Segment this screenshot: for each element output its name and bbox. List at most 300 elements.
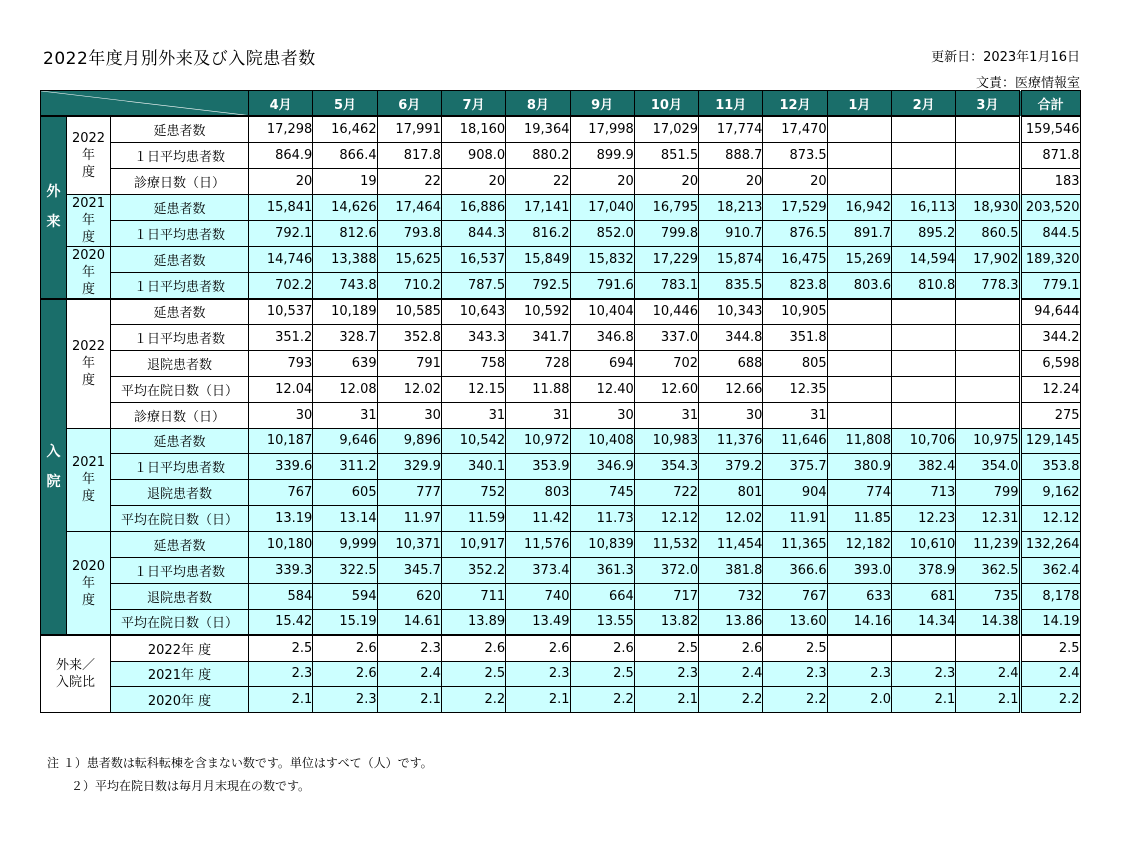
data-cell: 354.0 — [956, 454, 1020, 480]
data-cell: 17,040 — [570, 194, 634, 220]
data-cell: 12.15 — [441, 376, 505, 402]
data-cell — [956, 402, 1020, 428]
data-cell: 2.1 — [506, 687, 570, 713]
header-corner — [41, 91, 249, 117]
data-cell: 14.16 — [827, 609, 891, 635]
fiscal-year-part: 年 — [81, 575, 95, 591]
data-cell: 379.2 — [699, 454, 763, 480]
data-cell: 12.04 — [249, 376, 313, 402]
data-cell: 351.8 — [763, 324, 827, 350]
data-cell: 10,917 — [441, 532, 505, 558]
table-row — [41, 246, 1081, 272]
fiscal-year-part: 度 — [81, 164, 95, 180]
data-cell: 10,983 — [634, 428, 698, 454]
row-label: 退院患者数 — [111, 350, 249, 376]
data-cell — [956, 324, 1020, 350]
fiscal-year-part: 度 — [81, 229, 95, 245]
data-cell: 2.5 — [763, 635, 827, 661]
fiscal-year-label — [67, 246, 111, 299]
data-cell: 15,269 — [827, 246, 891, 272]
data-cell: 15,625 — [377, 246, 441, 272]
data-cell: 328.7 — [313, 324, 377, 350]
data-cell: 10,542 — [441, 428, 505, 454]
row-label: 延患者数 — [111, 428, 249, 454]
fiscal-year-label — [67, 116, 111, 194]
data-cell: 2.2 — [570, 687, 634, 713]
updated-date: 更新日：2023年1月16日 — [931, 50, 1080, 65]
data-cell: 20 — [441, 168, 505, 194]
data-cell: 2.3 — [313, 687, 377, 713]
data-cell: 793 — [249, 350, 313, 376]
data-cell: 777 — [377, 480, 441, 506]
data-cell: 10,446 — [634, 299, 698, 325]
data-cell: 2.3 — [891, 661, 955, 687]
data-cell: 10,975 — [956, 428, 1020, 454]
data-cell: 19 — [313, 168, 377, 194]
month-header: 12月 — [763, 91, 827, 117]
total-cell: 844.5 — [1020, 220, 1080, 246]
data-cell: 13.19 — [249, 506, 313, 532]
total-cell: 9,162 — [1020, 480, 1080, 506]
data-cell: 22 — [506, 168, 570, 194]
data-cell: 30 — [249, 402, 313, 428]
data-cell: 12.35 — [763, 376, 827, 402]
data-cell: 362.5 — [956, 557, 1020, 583]
data-cell: 711 — [441, 583, 505, 609]
data-cell: 15.42 — [249, 609, 313, 635]
data-cell: 337.0 — [634, 324, 698, 350]
table-row — [41, 220, 1081, 246]
total-cell: 12.24 — [1020, 376, 1080, 402]
total-cell: 344.2 — [1020, 324, 1080, 350]
fiscal-year-part: 2020 — [71, 558, 106, 574]
data-cell: 774 — [827, 480, 891, 506]
footnote: ２）平均在院日数は毎月月末現在の数です。 — [47, 779, 311, 793]
table-row — [41, 350, 1081, 376]
data-cell: 14.38 — [956, 609, 1020, 635]
row-label: 平均在院日数（日） — [111, 376, 249, 402]
total-cell: 353.8 — [1020, 454, 1080, 480]
total-cell: 8,178 — [1020, 583, 1080, 609]
data-cell: 2.6 — [313, 635, 377, 661]
group-char: 外 — [46, 184, 61, 201]
data-cell: 11.97 — [377, 506, 441, 532]
data-cell: 584 — [249, 583, 313, 609]
data-cell: 31 — [313, 402, 377, 428]
data-cell: 16,942 — [827, 194, 891, 220]
group-char: 院 — [46, 473, 61, 490]
data-cell: 2.4 — [699, 661, 763, 687]
data-cell: 17,141 — [506, 194, 570, 220]
data-cell: 876.5 — [763, 220, 827, 246]
data-cell: 803.6 — [827, 272, 891, 298]
page-title: 2022年度月別外来及び入院患者数 — [43, 49, 316, 69]
table-row — [41, 376, 1081, 402]
inpatient-group-label — [41, 299, 67, 636]
data-cell — [827, 168, 891, 194]
data-cell: 14.61 — [377, 609, 441, 635]
data-cell: 10,343 — [699, 299, 763, 325]
total-cell: 129,145 — [1020, 428, 1080, 454]
data-cell: 15.19 — [313, 609, 377, 635]
data-cell: 17,529 — [763, 194, 827, 220]
data-cell: 816.2 — [506, 220, 570, 246]
total-cell: 779.1 — [1020, 272, 1080, 298]
data-cell: 19,364 — [506, 116, 570, 142]
data-cell: 329.9 — [377, 454, 441, 480]
data-cell: 688 — [699, 350, 763, 376]
fiscal-year-part: 年 — [81, 147, 95, 163]
data-cell: 633 — [827, 583, 891, 609]
data-cell: 10,187 — [249, 428, 313, 454]
data-cell: 13.86 — [699, 609, 763, 635]
data-cell — [827, 376, 891, 402]
total-cell: 203,520 — [1020, 194, 1080, 220]
data-cell: 12.02 — [377, 376, 441, 402]
fiscal-year-label — [67, 532, 111, 636]
data-cell: 864.9 — [249, 142, 313, 168]
row-label: 退院患者数 — [111, 583, 249, 609]
month-header: 2月 — [891, 91, 955, 117]
data-cell: 31 — [506, 402, 570, 428]
data-cell: 743.8 — [313, 272, 377, 298]
data-cell: 13.14 — [313, 506, 377, 532]
row-label: 診療日数（日） — [111, 168, 249, 194]
data-cell: 366.6 — [763, 557, 827, 583]
total-cell: 362.4 — [1020, 557, 1080, 583]
data-cell: 812.6 — [313, 220, 377, 246]
data-cell: 15,874 — [699, 246, 763, 272]
data-cell — [827, 350, 891, 376]
footnote: 注 １）患者数は転科転棟を含まない数です。単位はすべて（人）です。 — [47, 756, 433, 770]
row-label: 診療日数（日） — [111, 402, 249, 428]
data-cell: 2.1 — [377, 687, 441, 713]
data-cell: 11,532 — [634, 532, 698, 558]
data-cell: 2.2 — [441, 687, 505, 713]
data-cell: 30 — [570, 402, 634, 428]
data-cell: 31 — [441, 402, 505, 428]
data-cell: 13.60 — [763, 609, 827, 635]
fiscal-year-part: 度 — [81, 592, 95, 608]
data-cell: 866.4 — [313, 142, 377, 168]
data-cell: 16,475 — [763, 246, 827, 272]
data-cell: 793.8 — [377, 220, 441, 246]
row-label: 2022年 度 — [111, 635, 249, 661]
data-cell: 11,365 — [763, 532, 827, 558]
data-cell: 16,537 — [441, 246, 505, 272]
data-cell: 10,592 — [506, 299, 570, 325]
data-cell: 2.6 — [570, 635, 634, 661]
fiscal-year-part: 度 — [81, 281, 95, 297]
data-cell: 778.3 — [956, 272, 1020, 298]
data-cell: 2.3 — [763, 661, 827, 687]
data-cell: 381.8 — [699, 557, 763, 583]
data-cell: 11,454 — [699, 532, 763, 558]
data-cell: 10,972 — [506, 428, 570, 454]
data-cell: 2.3 — [634, 661, 698, 687]
month-header: 7月 — [441, 91, 505, 117]
row-label: 2021年 度 — [111, 661, 249, 687]
data-cell: 11.59 — [441, 506, 505, 532]
data-cell: 681 — [891, 583, 955, 609]
fiscal-year-part: 度 — [81, 489, 95, 505]
data-cell: 12.02 — [699, 506, 763, 532]
data-cell: 11,239 — [956, 532, 1020, 558]
data-cell: 17,470 — [763, 116, 827, 142]
data-cell: 11.42 — [506, 506, 570, 532]
data-cell: 2.6 — [699, 635, 763, 661]
data-cell: 31 — [763, 402, 827, 428]
data-cell: 880.2 — [506, 142, 570, 168]
data-cell: 888.7 — [699, 142, 763, 168]
header-row — [41, 91, 1081, 117]
data-cell: 713 — [891, 480, 955, 506]
data-cell: 16,886 — [441, 194, 505, 220]
table-row — [41, 324, 1081, 350]
data-cell: 9,646 — [313, 428, 377, 454]
data-cell: 2.1 — [891, 687, 955, 713]
data-cell: 18,930 — [956, 194, 1020, 220]
row-label: １日平均患者数 — [111, 557, 249, 583]
total-cell: 183 — [1020, 168, 1080, 194]
fiscal-year-part: 2022 — [71, 339, 106, 355]
total-cell: 275 — [1020, 402, 1080, 428]
data-cell — [827, 324, 891, 350]
data-cell — [891, 350, 955, 376]
data-cell: 810.8 — [891, 272, 955, 298]
month-header: 9月 — [570, 91, 634, 117]
data-cell: 10,404 — [570, 299, 634, 325]
data-cell: 752 — [441, 480, 505, 506]
data-cell: 10,643 — [441, 299, 505, 325]
data-cell: 12.60 — [634, 376, 698, 402]
data-cell: 2.4 — [956, 661, 1020, 687]
data-cell: 373.4 — [506, 557, 570, 583]
data-cell — [891, 299, 955, 325]
data-cell: 18,213 — [699, 194, 763, 220]
data-cell — [827, 635, 891, 661]
group-char: 入 — [46, 443, 61, 460]
data-cell: 799 — [956, 480, 1020, 506]
data-cell: 12.23 — [891, 506, 955, 532]
data-cell: 2.5 — [634, 635, 698, 661]
data-cell: 341.7 — [506, 324, 570, 350]
data-cell: 2.1 — [249, 687, 313, 713]
data-cell: 339.3 — [249, 557, 313, 583]
data-cell: 844.3 — [441, 220, 505, 246]
data-cell: 2.6 — [506, 635, 570, 661]
patient-table — [40, 90, 1081, 713]
data-cell — [827, 299, 891, 325]
data-cell: 20 — [634, 168, 698, 194]
data-cell: 639 — [313, 350, 377, 376]
data-cell: 851.5 — [634, 142, 698, 168]
fiscal-year-part: 2022 — [71, 130, 106, 146]
data-cell: 10,180 — [249, 532, 313, 558]
data-cell: 13,388 — [313, 246, 377, 272]
data-cell — [827, 402, 891, 428]
data-cell: 717 — [634, 583, 698, 609]
data-cell: 380.9 — [827, 454, 891, 480]
row-label: １日平均患者数 — [111, 324, 249, 350]
month-header: 4月 — [249, 91, 313, 117]
table-row — [41, 609, 1081, 635]
data-cell: 10,610 — [891, 532, 955, 558]
data-cell: 11,376 — [699, 428, 763, 454]
row-label: 延患者数 — [111, 116, 249, 142]
data-cell: 20 — [763, 168, 827, 194]
fiscal-year-part: 2020 — [71, 247, 106, 263]
table-row — [41, 532, 1081, 558]
data-cell: 351.2 — [249, 324, 313, 350]
data-cell: 787.5 — [441, 272, 505, 298]
table-row — [41, 506, 1081, 532]
data-cell: 2.5 — [249, 635, 313, 661]
total-header: 合計 — [1020, 91, 1080, 117]
month-header: 1月 — [827, 91, 891, 117]
data-cell: 2.3 — [377, 635, 441, 661]
data-cell: 361.3 — [570, 557, 634, 583]
row-label: 延患者数 — [111, 246, 249, 272]
data-cell — [956, 168, 1020, 194]
month-header: 3月 — [956, 91, 1020, 117]
data-cell — [956, 350, 1020, 376]
ratio-group-label — [41, 635, 111, 713]
data-cell: 10,585 — [377, 299, 441, 325]
total-cell: 94,644 — [1020, 299, 1080, 325]
total-cell: 2.2 — [1020, 687, 1080, 713]
data-cell: 17,229 — [634, 246, 698, 272]
data-cell: 799.8 — [634, 220, 698, 246]
data-cell: 346.9 — [570, 454, 634, 480]
data-cell: 382.4 — [891, 454, 955, 480]
data-cell: 10,408 — [570, 428, 634, 454]
data-cell: 2.6 — [313, 661, 377, 687]
data-cell: 2.2 — [699, 687, 763, 713]
data-cell — [891, 324, 955, 350]
data-cell: 375.7 — [763, 454, 827, 480]
data-cell: 2.5 — [570, 661, 634, 687]
total-cell: 132,264 — [1020, 532, 1080, 558]
data-cell: 20 — [699, 168, 763, 194]
data-cell: 352.2 — [441, 557, 505, 583]
table-row — [41, 428, 1081, 454]
data-cell: 20 — [249, 168, 313, 194]
data-cell: 2.3 — [506, 661, 570, 687]
ratio-label-line: 外来／ — [55, 658, 95, 674]
data-cell: 873.5 — [763, 142, 827, 168]
table-row — [41, 480, 1081, 506]
data-cell: 352.8 — [377, 324, 441, 350]
data-cell: 11.85 — [827, 506, 891, 532]
total-cell: 159,546 — [1020, 116, 1080, 142]
row-label: 2020年 度 — [111, 687, 249, 713]
table-row — [41, 272, 1081, 298]
data-cell: 353.9 — [506, 454, 570, 480]
data-cell: 792.5 — [506, 272, 570, 298]
data-cell: 12.08 — [313, 376, 377, 402]
data-cell: 378.9 — [891, 557, 955, 583]
data-cell: 891.7 — [827, 220, 891, 246]
data-cell — [827, 116, 891, 142]
data-cell — [891, 168, 955, 194]
total-cell: 12.12 — [1020, 506, 1080, 532]
data-cell: 895.2 — [891, 220, 955, 246]
data-cell: 20 — [570, 168, 634, 194]
data-cell: 12,182 — [827, 532, 891, 558]
data-cell: 346.8 — [570, 324, 634, 350]
data-cell: 910.7 — [699, 220, 763, 246]
data-cell: 22 — [377, 168, 441, 194]
data-cell: 14,626 — [313, 194, 377, 220]
data-cell: 31 — [634, 402, 698, 428]
data-cell: 791 — [377, 350, 441, 376]
data-cell: 354.3 — [634, 454, 698, 480]
data-cell: 2.6 — [441, 635, 505, 661]
data-cell — [891, 142, 955, 168]
data-cell: 13.82 — [634, 609, 698, 635]
data-cell: 664 — [570, 583, 634, 609]
data-cell: 11,646 — [763, 428, 827, 454]
data-cell — [956, 116, 1020, 142]
data-cell: 393.0 — [827, 557, 891, 583]
data-cell: 899.9 — [570, 142, 634, 168]
data-cell: 728 — [506, 350, 570, 376]
row-label: 退院患者数 — [111, 480, 249, 506]
data-cell: 13.55 — [570, 609, 634, 635]
data-cell — [891, 402, 955, 428]
fiscal-year-part: 年 — [81, 264, 95, 280]
data-cell: 11,576 — [506, 532, 570, 558]
data-cell: 904 — [763, 480, 827, 506]
data-cell: 2.0 — [827, 687, 891, 713]
table-row — [41, 168, 1081, 194]
data-cell: 767 — [249, 480, 313, 506]
row-label: 平均在院日数（日） — [111, 506, 249, 532]
month-header: 10月 — [634, 91, 698, 117]
data-cell: 13.89 — [441, 609, 505, 635]
data-cell — [956, 142, 1020, 168]
data-cell — [956, 635, 1020, 661]
ratio-label-line: 入院比 — [55, 675, 95, 691]
total-cell: 2.4 — [1020, 661, 1080, 687]
data-cell: 15,832 — [570, 246, 634, 272]
data-cell: 11.73 — [570, 506, 634, 532]
data-cell: 17,298 — [249, 116, 313, 142]
data-cell — [891, 116, 955, 142]
data-cell: 801 — [699, 480, 763, 506]
data-cell: 791.6 — [570, 272, 634, 298]
row-label: 延患者数 — [111, 194, 249, 220]
row-label: 延患者数 — [111, 532, 249, 558]
data-cell: 732 — [699, 583, 763, 609]
data-cell: 372.0 — [634, 557, 698, 583]
fiscal-year-label — [67, 194, 111, 246]
data-cell: 16,462 — [313, 116, 377, 142]
data-cell: 722 — [634, 480, 698, 506]
data-cell: 594 — [313, 583, 377, 609]
fiscal-year-part: 2021 — [71, 455, 106, 471]
data-cell: 9,896 — [377, 428, 441, 454]
data-cell: 14.34 — [891, 609, 955, 635]
outpatient-group-label — [41, 116, 67, 298]
data-cell: 908.0 — [441, 142, 505, 168]
data-cell: 17,998 — [570, 116, 634, 142]
data-cell: 15,841 — [249, 194, 313, 220]
data-cell: 860.5 — [956, 220, 1020, 246]
data-cell: 345.7 — [377, 557, 441, 583]
table-row — [41, 299, 1081, 325]
